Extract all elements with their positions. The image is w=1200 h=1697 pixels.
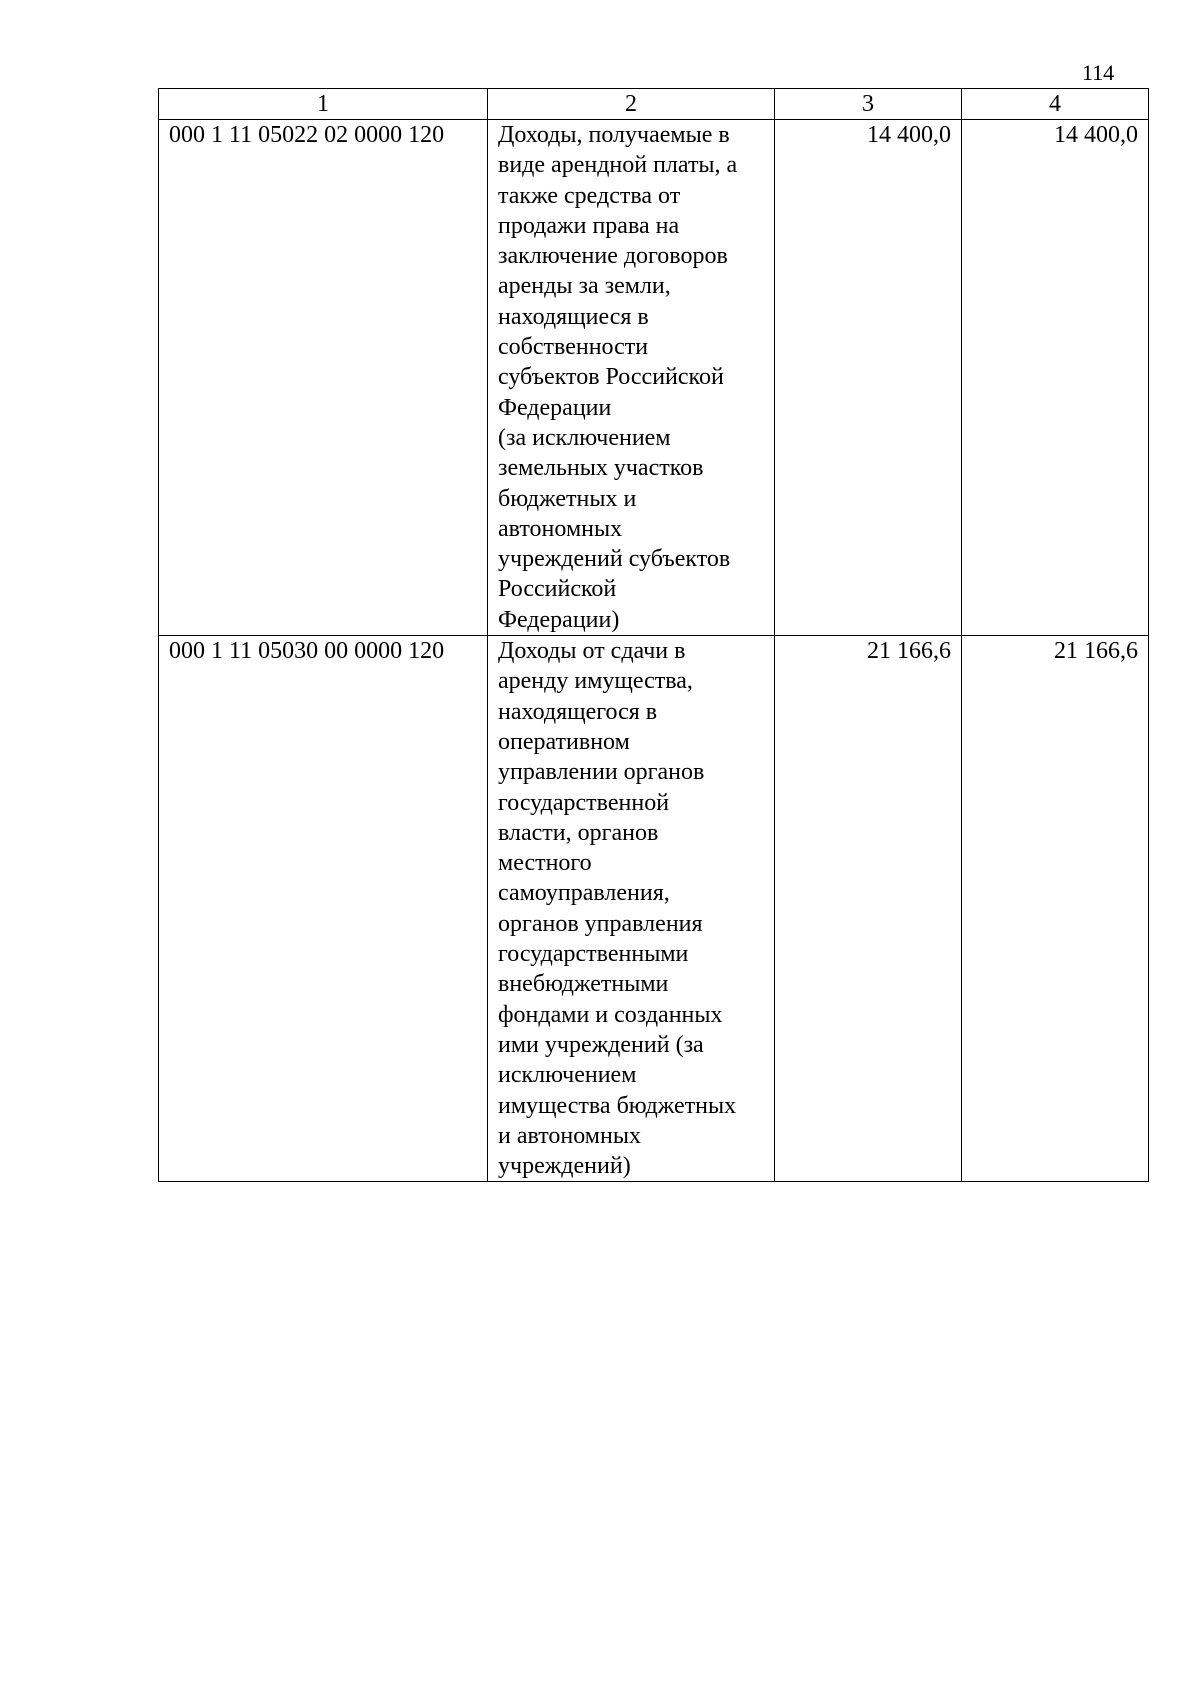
table-row bbox=[159, 636, 1149, 1182]
amount-col4-cell: 21 166,6 bbox=[962, 636, 1149, 1182]
amount-col4-cell: 14 400,0 bbox=[962, 120, 1149, 636]
column-header-3: 3 bbox=[775, 89, 962, 120]
header-row bbox=[159, 89, 1149, 120]
table-row bbox=[159, 120, 1149, 636]
page-number: 114 bbox=[1082, 60, 1115, 85]
income-code-cell: 000 1 11 05022 02 0000 120 bbox=[159, 120, 488, 636]
budget-table bbox=[158, 88, 1149, 1182]
column-header-4: 4 bbox=[962, 89, 1149, 120]
income-description-cell: Доходы от сдачи в аренду имущества, находящегося в оперативном управлении органов государственной власти, органов местного самоуправления, органов управления государственными внебюджетными фондами и созданных ими учреждений (за исключением имущества бюджетных и автономных учреждений) bbox=[488, 636, 775, 1182]
amount-col3-cell: 21 166,6 bbox=[775, 636, 962, 1182]
amount-col3-cell: 14 400,0 bbox=[775, 120, 962, 636]
column-header-2: 2 bbox=[488, 89, 775, 120]
income-code-cell: 000 1 11 05030 00 0000 120 bbox=[159, 636, 488, 1182]
income-description-cell: Доходы, получаемые в виде арендной платы, а также средства от продажи права на заключение договоров аренды за земли, находящиеся в собственности субъектов Российской Федерации (за исключением земельных участков бюджетных и автономных учреждений субъектов Российской Федерации) bbox=[488, 120, 775, 636]
column-header-1: 1 bbox=[159, 89, 488, 120]
